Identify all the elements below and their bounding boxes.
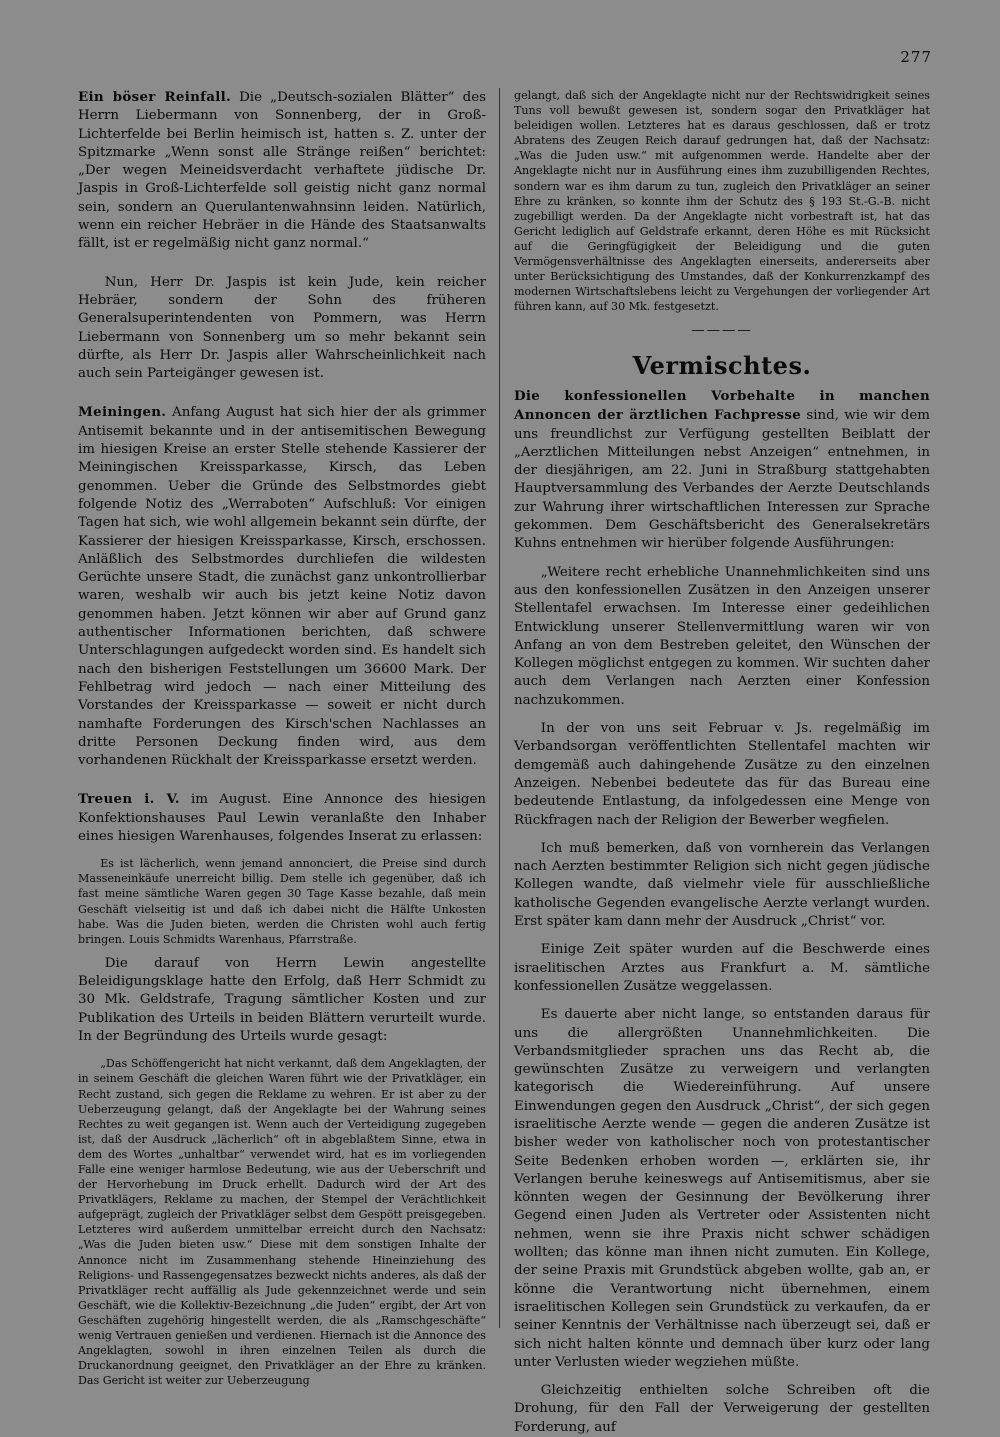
article-reinfall-heading: Ein böser Reinfall. <box>78 89 231 105</box>
article-reinfall-reply: Nun, Herr Dr. Jaspis ist kein Jude, kein reicher Hebräer, sondern der Sohn des früheren Generalsuperintendenten von Pommern, was Herrn Liebermann von Sonnenberg um so mehr bekannt sein dürfte, als Herr Dr. Jaspis aller Wahrscheinlichkeit nach auch sein Parteigänger gewesen ist. <box>78 274 486 382</box>
left-column <box>78 88 486 1396</box>
court-reasoning-quote: „Das Schöffengericht hat nicht verkannt, daß dem Angeklagten, der in seinem Geschäft die gleichen Waren führt wie der Privatkläger, ein Recht zustand, sich gegen die Reklame zu wehren. Er ist aber zu der Ueberzeugung gelangt, daß der Angeklagte bei der Wahrung seines Rechtes zu weit gegangen ist. Wenn auch der Verteidigung zugegeben ist, daß der Ausdruck „lächerlich“ oft in abgeblaßtem Sinne, etwa in dem des Wortes „unhaltbar“ verwendet wird, hat es im vorliegenden Falle eine weniger harmlose Bedeutung, wie aus der Ueberschrift und der Hervorhebung im Druck erhellt. Dadurch wird der Art des Privatklägers, Reklame zu machen, der Stempel der Verächtlichkeit aufgeprägt, zugleich der Privatkläger selbst dem Gespött preisgegeben. Letzteres wird außerdem unmittelbar erreicht durch den Nachsatz: „Was die Juden bieten usw.“ Diese mit dem sonstigen Inhalte der Annonce nicht im Zusammenhang stehende Hineinziehung des Religions- und Rassengegensatzes bezweckt nichts anderes, als daß der Privatkläger recht auffällig als Jude gekennzeichnet werde und sein Geschäft, wie die Kollektiv-Bezeichnung „die Juden“ ergibt, der Art von Geschäften zugehörig hingestellt werden, die als „Ramschgeschäfte“ wenig Vertrauen genießen und verdienen. Hiernach ist die Annonce des Angeklagten, sowohl in ihren einzelnen Teilen als durch die Druckanordnung geeignet, den Privatkläger an der Ehre zu kränken. Das Gericht ist weiter zur Ueberzeugung <box>78 1057 486 1388</box>
section-separator: ———— <box>691 323 753 339</box>
report-paragraph-2: In der von uns seit Februar v. Js. regelmäßig im Verbandsorgan veröffentlichten Stellentafel machten wir demgemäß auch dahingehende Zusätze zu den einzelnen Anzeigen. Nebenbei bedeutete das für das Bureau eine bedeutende Entlastung, da infolgedessen eine Menge von Rückfragen nach der Religion der Bewerber wegfielen. <box>514 721 930 828</box>
report-paragraph-5: Es dauerte aber nicht lange, so entstanden daraus für uns die allergrößten Unannehmlichkeiten. Die Verbandsmitglieder sprachen uns das Recht ab, die gewünschten Zusätze zu verweigern und verlangten kategorisch die Wiedereinführung. Auf unsere Einwendungen gegen den Ausdruck „Christ“, der sich gegen israelitische Aerzte wende — gegen die anderen Zusätze ist bisher weder von katholischer noch von protestantischer Seite Bedenken erhoben worden —, erklärten sie, ihr Verlangen beruhe keineswegs auf Antisemitismus, aber sie könnten wegen der Gesinnung der Bevölkerung ihrer Gegend einen Juden als Vertreter oder Assistenten nicht nehmen, wenn sie ihre Praxis nicht schwer schädigen wollten; das könne man ihnen nicht zumuten. Ein Kollege, der seine Praxis mit Grundstück abgeben wollte, gab an, er könne die Verantwortung nicht übernehmen, einem israelitischen Kollegen sein Grundstück zu verkaufen, da er seiner Kenntnis der Verhältnisse nach überzeugt sei, daß er sich nicht halten könnte und demnach über kurz oder lang unter Verlusten wieder wegziehen müßte. <box>514 1007 930 1370</box>
article-meiningen-heading: Meiningen. <box>78 404 167 421</box>
article-reinfall <box>78 88 486 254</box>
section-title: Vermischtes. <box>632 350 812 380</box>
article-treuen-heading: Treuen i. V. <box>78 791 180 808</box>
article-meiningen <box>78 403 486 770</box>
column-divider <box>499 88 500 1328</box>
article-treuen <box>78 790 486 846</box>
report-paragraph-4: Einige Zeit später wurden auf die Beschwerde eines israelitischen Arztes aus Frankfurt a. M. sämtliche konfessionellen Zusätze weggelassen. <box>514 942 930 994</box>
article-treuen-text: im August. Eine Annonce des hiesigen Konfektionshauses Paul Lewin veranlaßte den Inhaber eines hiesigen Warenhauses, folgendes Inserat zu erlassen: <box>78 792 486 844</box>
article-reinfall-text: Die „Deutsch-sozialen Blätter“ des Herrn Liebermann von Sonnenberg, der in Groß-Lichterfelde bei Berlin heimisch ist, hatten s. Z. unter der Spitzmarke „Wenn sonst alle Stränge reißen“ berichtet: „Der wegen Meineidsverdacht verhaftete jüdische Dr. Jaspis in Groß-Lichterfelde soll geistig nicht ganz normal sein, sondern an Querulantenwahnsinn leiden. Natürlich, wenn ein reicher Hebräer in die Hände des Staatsanwalts fällt, ist er regelmäßig nicht ganz normal.“ <box>78 90 486 252</box>
article-konfessionell-heading: Die konfessionellen Vorbehalte in manchen Annoncen der ärztlichen Fachpresse <box>514 388 930 424</box>
inserat-quote: Es ist lächerlich, wenn jemand annonciert, die Preise sind durch Masseneinkäufe unerreicht billig. Dem stelle ich gegenüber, daß ich fast meine sämtliche Waren gegen 30 Tage Kasse bezahle, daß mein Geschäft vielseitig ist und daß ich dabei nicht die Hälfte Unkosten habe. Was die Juden bieten, werden die Christen wohl auch fertig bringen. Louis Schmidts Warenhaus, Pfarrstraße. <box>78 857 486 946</box>
article-konfessionell <box>514 387 930 554</box>
report-paragraph-1: „Weitere recht erhebliche Unannehmlichkeiten sind uns aus den konfessionellen Zusätzen in den Anzeigen unserer Stellentafel erwachsen. Im Interesse einer gedeihlichen Entwicklung unserer Stellenvermittlung waren wir von Anfang an von dem Bestreben geleitet, den Wünschen der Kollegen möglichst entgegen zu kommen. Wir suchten daher auch dem Verlangen nach Aerzten einer Konfession nachzukommen. <box>514 564 930 708</box>
report-paragraph-6: Gleichzeitig enthielten solche Schreiben oft die Drohung, für den Fall der Verweigerung der gestellten Forderung, auf <box>514 1383 930 1435</box>
page-number: 277 <box>900 48 932 66</box>
right-column <box>514 86 930 1437</box>
article-meiningen-text: Anfang August hat sich hier der als grimmer Antisemit bekannte und in der antisemitischen Bewegung im hiesigen Kreise an erster Stelle stehende Kassierer der Meiningischen Kreissparkasse, Kirsch, das Leben genommen. Ueber die Gründe des Selbstmordes giebt folgende Notiz des „Werraboten“ Aufschluß: Vor einigen Tagen hat sich, wie wohl allgemein bekannt sein dürfte, der Kassierer der hiesigen Kreissparkasse, Kirsch, erschossen. Anläßlich des Selbstmordes durchliefen die wildesten Gerüchte unsere Stadt, die zunächst ganz unkontrollierbar waren, weshalb wir auch bis jetzt keine Notiz davon genommen haben. Jetzt können wir aber auf Grund ganz authentischer Informationen berichten, daß schwere Unterschlagungen aufgedeckt worden sind. Es handelt sich nach den bisherigen Feststellungen um 36600 Mark. Der Fehlbetrag wird jedoch — nach einer Mitteilung des Vorstandes der Kreissparkasse — soweit er nicht durch namhafte Forderungen des Kirsch'schen Nachlasses an dritte Personen Deckung finden wird, aus dem vorhandenen Rückhalt der Kreissparkasse ersetzt werden. <box>78 405 486 769</box>
court-reasoning-continued: gelangt, daß sich der Angeklagte nicht nur der Rechtswidrigkeit seines Tuns voll bewußt gewesen ist, sondern sogar den Privatkläger hat beleidigen wollen. Letzteres hat es daraus geschlossen, daß er trotz Abratens des Zeugen Reich darauf gedrungen hat, daß der Nachsatz: „Was die Juden usw.“ mit aufgenommen werde. Handelte aber der Angeklagte nicht nur in Ausführung eines ihm zuzubilligenden Rechtes, sondern war es ihm darum zu tun, zugleich den Privatkläger an seiner Ehre zu kränken, so konnte ihm der Schutz des § 193 St.-G.-B. nicht zugebilligt werden. Da der Angeklagte nicht vorbestraft ist, hat das Gericht lediglich auf Geldstrafe erkannt, deren Höhe es mit Rücksicht auf die Geringfügigkeit der Beleidigung und die guten Vermögensverhältnisse des Angeklagten einerseits, andererseits aber unter Berücksichtigung des Umstandes, daß der Konkurrenzkampf des modernen Wirtschaftslebens leicht zu Vergehungen der vorliegender Art führen kann, auf 30 Mk. festgesetzt. <box>514 89 930 314</box>
article-treuen-verdict: Die darauf von Herrn Lewin angestellte Beleidigungsklage hatte den Erfolg, daß Herr Schmidt zu 30 Mk. Geldstrafe, Tragung sämtlicher Kosten und zur Publikation des Urteils in beiden Blättern verurteilt wurde. In der Begründung des Urteils wurde gesagt: <box>78 955 486 1045</box>
report-paragraph-3: Ich muß bemerken, daß von vornherein das Verlangen nach Aerzten bestimmter Religion sich nicht gegen jüdische Kollegen wandte, daß vielmehr viele für ausschließliche katholische Gegenden evangelische Aerzte verlangt wurden. Erst später kam dann mehr der Ausdruck „Christ“ vor. <box>514 840 930 930</box>
article-konfessionell-text: sind, wie wir dem uns freundlichst zur Verfügung gestellten Beiblatt der „Aerztlichen Mitteilungen nebst Anzeigen“ entnehmen, in der diesjährigen, am 22. Juni in Straßburg stattgehabten Hauptversammlung des Verbandes der Aerzte Deutschlands zur Wahrung ihrer wirtschaftlichen Interessen zur Sprache gekommen. Dem Geschäftsbericht des Generalsekretärs Kuhns entnehmen wir hierüber folgende Ausführungen: <box>514 408 930 552</box>
